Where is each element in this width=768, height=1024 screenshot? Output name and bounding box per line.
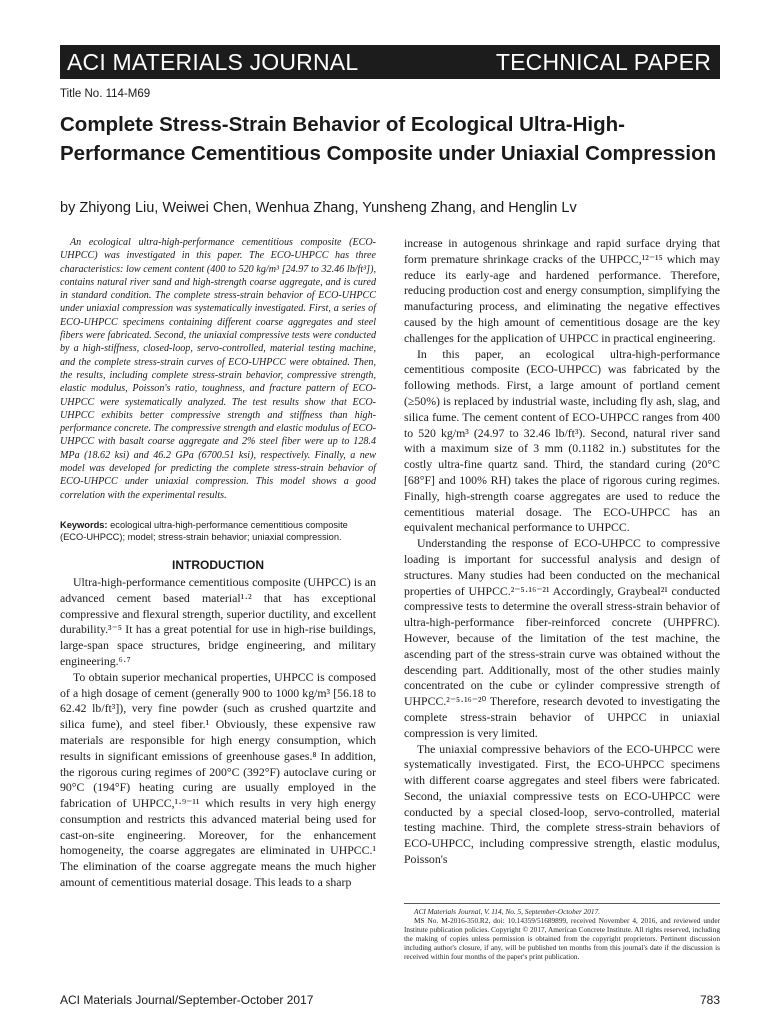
- publication-footnote: [404, 903, 720, 961]
- title-number: Title No. 114-M69: [60, 88, 151, 100]
- keywords: [60, 519, 376, 544]
- body-paragraph: To obtain superior mechanical properties, UHPCC is composed of a high dosage of cement (generally 900 to 1000 kg/m³ [56.18 to 62.42 lb/ft³]), very fine powder (such as crushed quartzite and silica fume), and steel fiber.¹ Obviously, these expensive raw materials are responsible for high energy consumption, which results in significant emissions of greenhouse gases.⁸ In addition, the rigorous curing regimes of 200°C (392°F) autoclave curing or 90°C (194°F) heating curing are usually employed in the fabrication of UHPCC,¹·⁹⁻¹¹ which results in very high energy consumption and restricts this advanced material being used for cast-on-site engineering. Moreover, for the enhancement homogeneity, the coarse aggregates are eliminated in UHPCC.¹ The elimination of the coarse aggregate means the much higher amount of cementitious material dosage. This leads to a sharp: [60, 669, 376, 890]
- section-heading-introduction: INTRODUCTION: [172, 557, 264, 572]
- body-paragraph: increase in autogenous shrinkage and rapid surface drying that form premature shrinkage cracks of the UHPCC,¹²⁻¹⁵ which may reduce its early-age and hardened performance. Therefore, reducing production cost and energy consumption, simplifying the manufacturing process, and eliminating the negative effectives caused by the high amount of cementitious dosage are the key challenges for the application of UHPCC in practical engineering.: [404, 236, 720, 345]
- footnote-citation: ACI Materials Journal, V. 114, No. 5, September-October 2017.: [414, 907, 601, 916]
- left-column: [60, 236, 376, 891]
- journal-banner: [60, 45, 720, 79]
- paper-type: TECHNICAL PAPER: [495, 48, 711, 75]
- paper-title: Complete Stress-Strain Behavior of Ecological Ultra-High-Performance Cementitious Composite under Uniaxial Compression: [60, 113, 717, 165]
- keywords-text: ecological ultra-high-performance cementitious composite (ECO-UHPCC); model; stress-strain behavior; uniaxial compression.: [60, 519, 348, 543]
- journal-name: ACI MATERIALS JOURNAL: [67, 48, 359, 75]
- footnote-copyright: MS No. M-2016-350.R2, doi: 10.14359/51689899, received November 4, 2016, and reviewed under Institute publication policies. Copyright © 2017, American Concrete Institute. All rights reserved, including the making of copies unless permission is obtained from the copyright proprietors. Pertinent discussion including author's closure, if any, will be published ten months from this journal's date if the discussion is received within four months of the paper's print publication.: [404, 915, 720, 961]
- author-list: by Zhiyong Liu, Weiwei Chen, Wenhua Zhang, Yunsheng Zhang, and Henglin Lv: [60, 200, 577, 216]
- body-paragraph: Ultra-high-performance cementitious composite (UHPCC) is an advanced cement based material¹·² that has exceptional compressive and flexural strength, superior ductility, and excellent durability.³⁻⁵ It has a great potential for use in high-rise buildings, large-span space structures, bridge engineering, and military engineering.⁶·⁷: [60, 574, 376, 668]
- abstract: An ecological ultra-high-performance cementitious composite (ECO-UHPCC) was investigated in this paper. The ECO-UHPCC has three characteristics: low cement content (400 to 520 kg/m³ [24.97 to 32.46 lb/ft³]), contains natural river sand and high-strength coarse aggregate, and is cured in standard condition. The complete stress-strain behavior of ECO-UHPCC under uniaxial compression was systematically investigated. First, a series of ECO-UHPCC specimens containing different coarse aggregates and steel fibers were fabricated. Second, the uniaxial compressive tests were conducted by a high-stiffness, closed-loop, servo-controlled, material testing machine, and the complete stress-strain curves of ECO-UHPCC were obtained. Then, the results, including complete stress-strain behavior, compressive strength, elastic modulus, Poisson's ratio, toughness, and fracture pattern of ECO-UHPCC were systematically analyzed. The test results show that ECO-UHPCC exhibits better compressive strength and stiffness than high-performance concrete. The compressive strength and elastic modulus of ECO-UHPCC with basalt coarse aggregate and 2% steel fiber were up to 128.4 MPa (18.62 ksi) and 46.2 GPa (6700.51 ksi), respectively. Finally, a new model was developed for predicting the complete stress-strain behavior of ECO-UHPCC under uniaxial compression. This model shows a good correlation with the experimental results.: [60, 237, 376, 501]
- body-paragraph: In this paper, an ecological ultra-high-performance cementitious composite (ECO-UHPCC) was fabricated by the following methods. First, a large amount of portland cement (≥50%) is replaced by industrial waste, including fly ash, slag, and silica fume. The cement content of ECO-UHPCC ranges from 400 to 520 kg/m³ (24.97 to 32.46 lb/ft³). Second, natural river sand with a maximum size of 3 mm (0.1182 in.) substitutes for the costly ultra-fine quartz sand. Third, the standard curing (20°C [68°F] and 100% RH) takes the place of rigorous curing regimes. Finally, high-strength coarse aggregates are used to reduce the cementitious material dosage. The ECO-UHPCC has an equivalent mechanical performance to UHPCC.: [404, 346, 720, 535]
- keywords-label: Keywords:: [60, 519, 108, 530]
- body-paragraph: Understanding the response of ECO-UHPCC to compressive loading is important for successful analysis and design of structures. Many studies had been conducted on the mechanical properties of UHPCC.²⁻⁵·¹⁶⁻²¹ Accordingly, Graybeal²¹ conducted compressive tests to determine the overall stress-strain behavior of ultra-high-performance fiber-reinforced concrete (UHPFRC). However, because of the limitation of the test machine, the ascending part of the stress-strain curve was obtained without the descending part. Additionally, most of the other studies mainly concentrated on the cube or cylinder compressive strength of UHPCC.²⁻⁵·¹⁶⁻²⁰ Therefore, research devoted to investigating the complete stress-strain behavior of UHPCC in uniaxial compression is very limited.: [404, 536, 720, 740]
- running-footer: ACI Materials Journal/September-October 2017: [60, 993, 314, 1007]
- body-paragraph: The uniaxial compressive behaviors of the ECO-UHPCC were systematically investigated. First, the ECO-UHPCC specimens with different coarse aggregates and steel fibers were fabricated. Second, the uniaxial compressive tests on ECO-UHPCC were conducted by a special closed-loop, servo-controlled, material testing machine. Third, the complete stress-strain behaviors of ECO-UHPCC, including compressive strength, elastic modulus, Poisson's: [404, 741, 720, 867]
- right-column: [404, 236, 720, 868]
- page-number: 783: [699, 993, 720, 1007]
